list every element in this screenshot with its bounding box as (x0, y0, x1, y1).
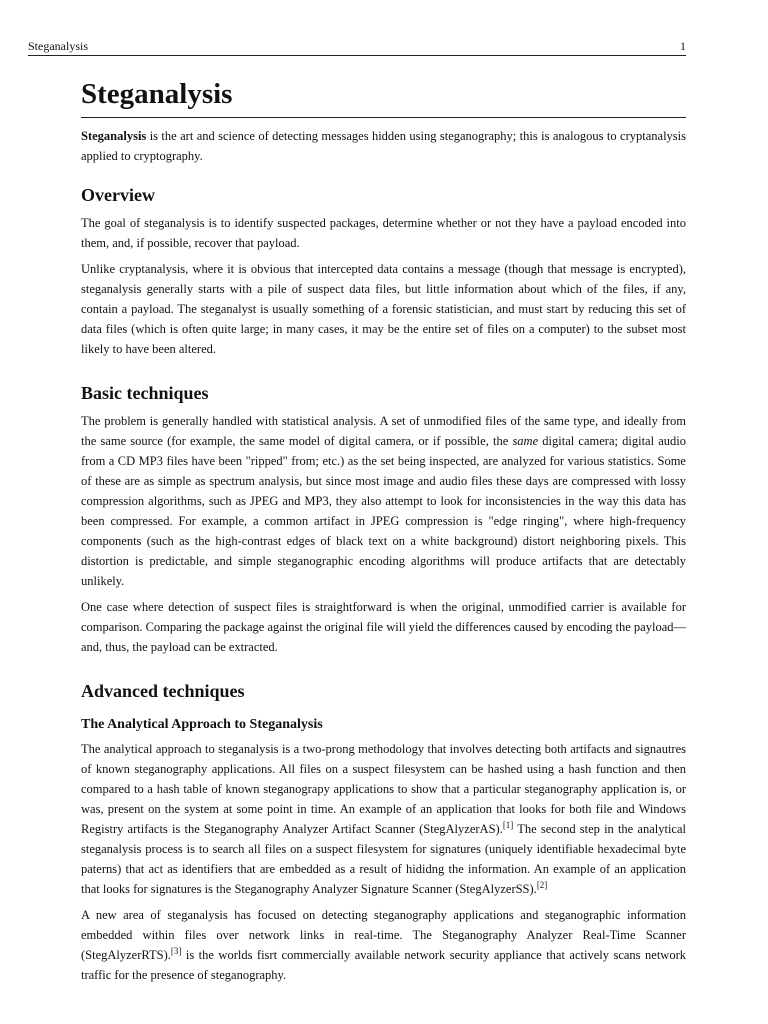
running-title: Steganalysis (28, 39, 88, 53)
page-header (28, 39, 686, 56)
basic-paragraph-2: One case where detection of suspect files is straightforward is when the original, unmodified carrier is available for comparison. Comparing the package against the original file will yield the differences caused by encoding the payload—and, thus, the payload can be extracted. (81, 600, 686, 654)
reference-2-link[interactable]: [2] (536, 880, 548, 890)
intro-bold-term: Steganalysis (81, 129, 147, 143)
basic-p1-text-a: The problem is generally handled with statistical analysis. A set of unmodified files of the same type, and ideally from the same source (for example, the same model of digital camera, or if possible, the (81, 414, 686, 448)
heading-advanced-techniques: Advanced techniques (81, 681, 245, 701)
advanced-p1-text-b: The second step in the analytical steganalysis process is to search all files on a suspect filesystem for signatures (uniquely identifiable hexadecimal byte paterns) that act as identifiers that are embedded as a result of hididng the information. An example of an application that looks for signatures is the Steganography Analyzer Signature Scanner (StegAlyzerSS). (81, 822, 686, 896)
article-body (81, 75, 686, 985)
advanced-p2-text-b: is the worlds fisrt commercially available network security appliance that actively scans network traffic for the presence of steganography. (81, 948, 686, 982)
intro-text: is the art and science of detecting messages hidden using steganography; this is analogous to cryptanalysis applied to cryptography. (81, 129, 686, 163)
subheading-analytical-approach: The Analytical Approach to Steganalysis (81, 717, 323, 732)
reference-1-link[interactable]: [1] (502, 820, 514, 830)
page-number: 1 (680, 39, 686, 53)
basic-paragraph-1 (81, 411, 686, 591)
basic-p1-text-b: digital camera; digital audio from a CD MP3 files have been "ripped" from; etc.) as the set being inspected, are analyzed for various statistics. Some of these are as simple as spectrum analysis, but since most image and audio files these days are compressed with lossy compression algorithms, such as JPEG and MP3, they also attempt to look for inconsistencies in the way this data has been compressed. For example, a common artifact in JPEG compression is "edge ringing", where high-frequency components (such as the high-contrast edges of black text on a white background) distort neighboring pixels. This distortion is predictable, and simple steganographic encoding algorithms will produce artifacts that are detectably unlikely. (81, 434, 687, 588)
reference-3-link[interactable]: [3] (170, 946, 182, 956)
basic-p1-italic: same (512, 434, 539, 448)
heading-basic-techniques: Basic techniques (81, 383, 209, 403)
article-title: Steganalysis (81, 75, 686, 118)
overview-paragraph-2: Unlike cryptanalysis, where it is obvious that intercepted data contains a message (though that message is encrypted), steganalysis generally starts with a pile of suspect data files, but little information about which of the files, if any, contain a payload. The steganalyst is usually something of a forensic statistician, and must start by reducing this set of data files (which is often quite large; in many cases, it may be the entire set of files on a computer) to the subset most likely to have been altered. (81, 262, 686, 356)
intro-paragraph (81, 126, 686, 166)
advanced-p2-text-a: A new area of steganalysis has focused on detecting steganography applications and steganographic information embedded within files over network links in real-time. The Steganography Analyzer Real-Time Scanner (StegAlyzerRTS). (81, 908, 686, 962)
advanced-p1-text-a: The analytical approach to steganalysis is a two-prong methodology that involves detecting both artifacts and signautres of known steganography applications. All files on a suspect filesystem can be hashed using a hash function and then compared to a hash table of known steganograpy applications to show that a particular steganography application is, or was, present on the system at some point in time. An example of an application that looks for both file and Windows Registry artifacts is the Steganography Analyzer Artifact Scanner (StegAlyzerAS). (81, 742, 686, 836)
advanced-paragraph-1 (81, 739, 686, 899)
heading-overview: Overview (81, 185, 155, 205)
overview-paragraph-1: The goal of steganalysis is to identify suspected packages, determine whether or not they have a payload encoded into them, and, if possible, recover that payload. (81, 216, 686, 250)
advanced-paragraph-2 (81, 905, 686, 985)
